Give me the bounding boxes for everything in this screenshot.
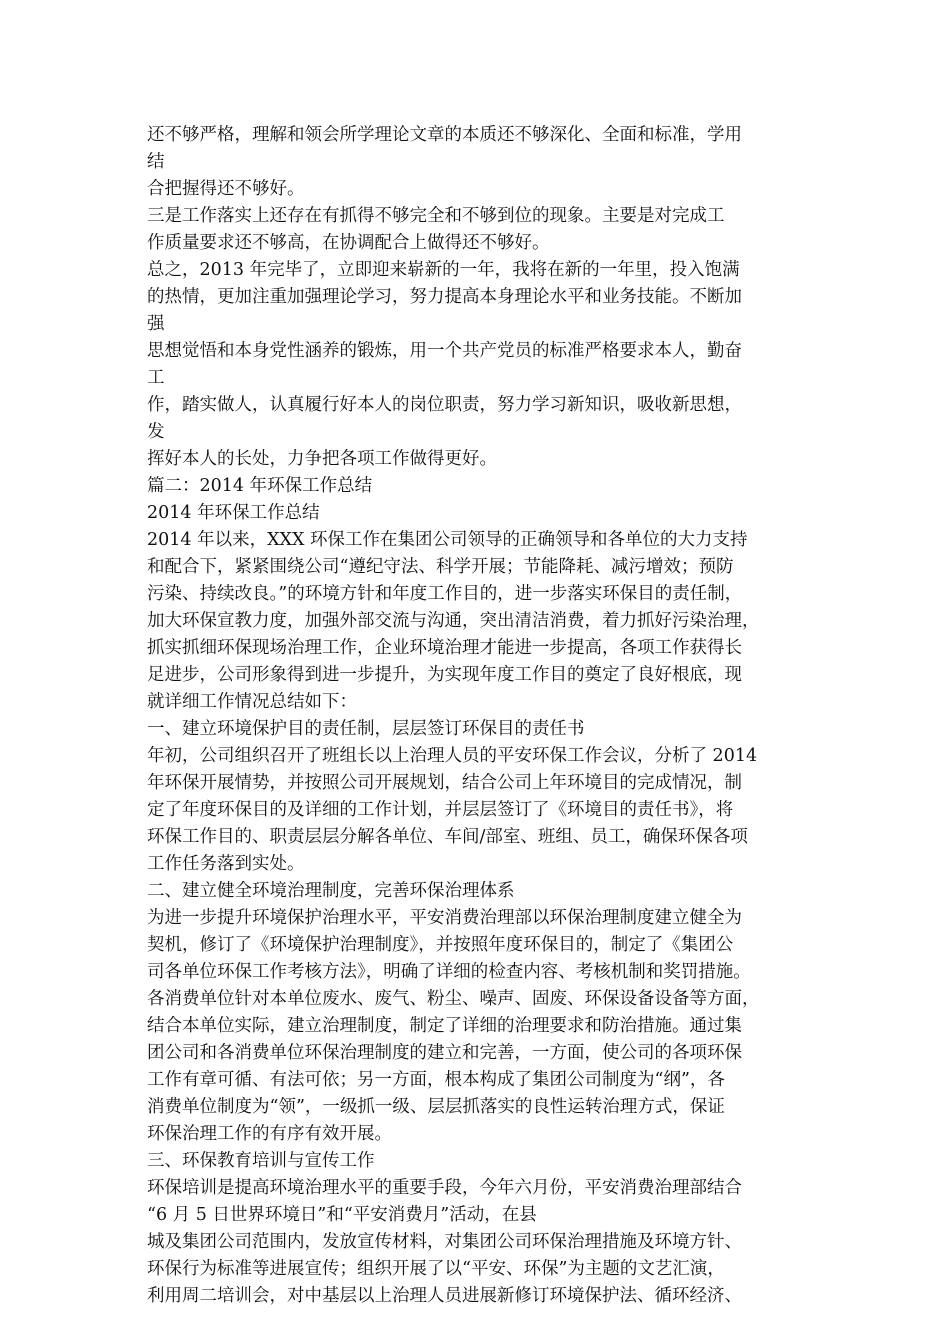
text-line: “6 月 5 日世界环境日”和“平安消费月”活动，在县 [147,1205,537,1225]
text-line: 城及集团公司范围内，发放宣传材料，对集团公司环保治理措施及环境方针、 [147,1232,742,1252]
text-line: 还不够严格，理解和领会所学理论文章的本质还不够深化、全面和标准，学用 [147,125,742,145]
document-body [147,122,807,1310]
text-line: 污染、持续改良。”的环境方针和年度工作目的，进一步落实环保目的责任制， [147,584,743,604]
text-line: 工作有章可循、有法可依；另一方面，根本构成了集团公司制度为“纲”，各 [147,1070,725,1090]
text-line: 篇二：2014 年环保工作总结 [147,476,373,496]
text-line: 工 [147,368,165,388]
text-line: 二、建立健全环境治理制度，完善环保治理体系 [147,881,515,901]
text-line: 三是工作落实上还存在有抓得不够完全和不够到位的现象。主要是对完成工 [147,206,725,226]
text-line: 团公司和各消费单位环保治理制度的建立和完善，一方面，使公司的各项环保 [147,1043,742,1063]
text-line: 环保行为标准等进展宣传；组织开展了以“平安、环保”为主题的文艺汇演， [147,1259,725,1279]
text-line: 年环保开展情势，并按照公司开展规划，结合公司上年环境目的完成情况，制 [147,773,742,793]
text-line: 年初，公司组织召开了班组长以上治理人员的平安环保工作会议，分析了 2014 [147,746,758,766]
text-line: 2014 年环保工作总结 [147,503,320,523]
text-line: 环保工作目的、职责层层分解各单位、车间/部室、班组、员工，确保环保各项 [147,827,748,847]
text-line: 总之，2013 年完毕了，立即迎来崭新的一年，我将在新的一年里，投入饱满 [147,260,740,280]
text-line: 挥好本人的长处，力争把各项工作做得更好。 [147,449,497,469]
text-line: 定了年度环保目的及详细的工作计划，并层层签订了《环境目的责任书》，将 [147,800,734,820]
text-line: 消费单位制度为“领”，一级抓一级、层层抓落实的良性运转治理方式，保证 [147,1097,725,1117]
text-line: 各消费单位针对本单位废水、废气、粉尘、噪声、固废、环保设备设备等方面， [147,989,760,1009]
text-line: 环保培训是提高环境治理水平的重要手段，今年六月份，平安消费治理部结合 [147,1178,742,1198]
text-line: 作，踏实做人，认真履行好本人的岗位职责，努力学习新知识，吸收新思想， [147,395,742,415]
text-line: 和配合下，紧紧围绕公司“遵纪守法、科学开展；节能降耗、减污增效；预防 [147,557,734,577]
text-line: 就详细工作情况总结如下： [147,692,357,712]
text-line: 加大环保宣教力度，加强外部交流与沟通，突出清洁消费，着力抓好污染治理， [147,611,760,631]
text-line: 发 [147,422,165,442]
text-line: 一、建立环境保护目的责任制，层层签订环保目的责任书 [147,719,585,739]
text-line: 环保治理工作的有序有效开展。 [147,1124,392,1144]
text-line: 工作任务落到实处。 [147,854,305,874]
text-line: 利用周二培训会，对中基层以上治理人员进展新修订环境保护法、循环经济、 [147,1286,742,1306]
text-line: 强 [147,314,165,334]
text-line: 的热情，更加注重加强理论学习，努力提高本身理论水平和业务技能。不断加 [147,287,742,307]
text-line: 为进一步提升环境保护治理水平，平安消费治理部以环保治理制度建立健全为 [147,908,742,928]
text-line: 契机，修订了《环境保护治理制度》，并按照年度环保目的，制定了《集团公 [147,935,734,955]
text-line: 司各单位环保工作考核方法》，明确了详细的检查内容、考核机制和奖罚措施。 [147,962,751,982]
text-line: 结 [147,152,165,172]
text-line: 抓实抓细环保现场治理工作，企业环境治理才能进一步提高，各项工作获得长 [147,638,742,658]
text-line: 作质量要求还不够高，在协调配合上做得还不够好。 [147,233,550,253]
text-line: 合把握得还不够好。 [147,179,305,199]
text-line: 2014 年以来，XXX 环保工作在集团公司领导的正确领导和各单位的大力支持 [147,530,748,550]
text-line: 结合本单位实际，建立治理制度，制定了详细的治理要求和防治措施。通过集 [147,1016,742,1036]
text-line: 三、环保教育培训与宣传工作 [147,1151,375,1171]
text-line: 足进步，公司形象得到进一步提升，为实现年度工作目的奠定了良好根底，现 [147,665,742,685]
text-line: 思想觉悟和本身党性涵养的锻炼，用一个共产党员的标准严格要求本人，勤奋 [147,341,742,361]
